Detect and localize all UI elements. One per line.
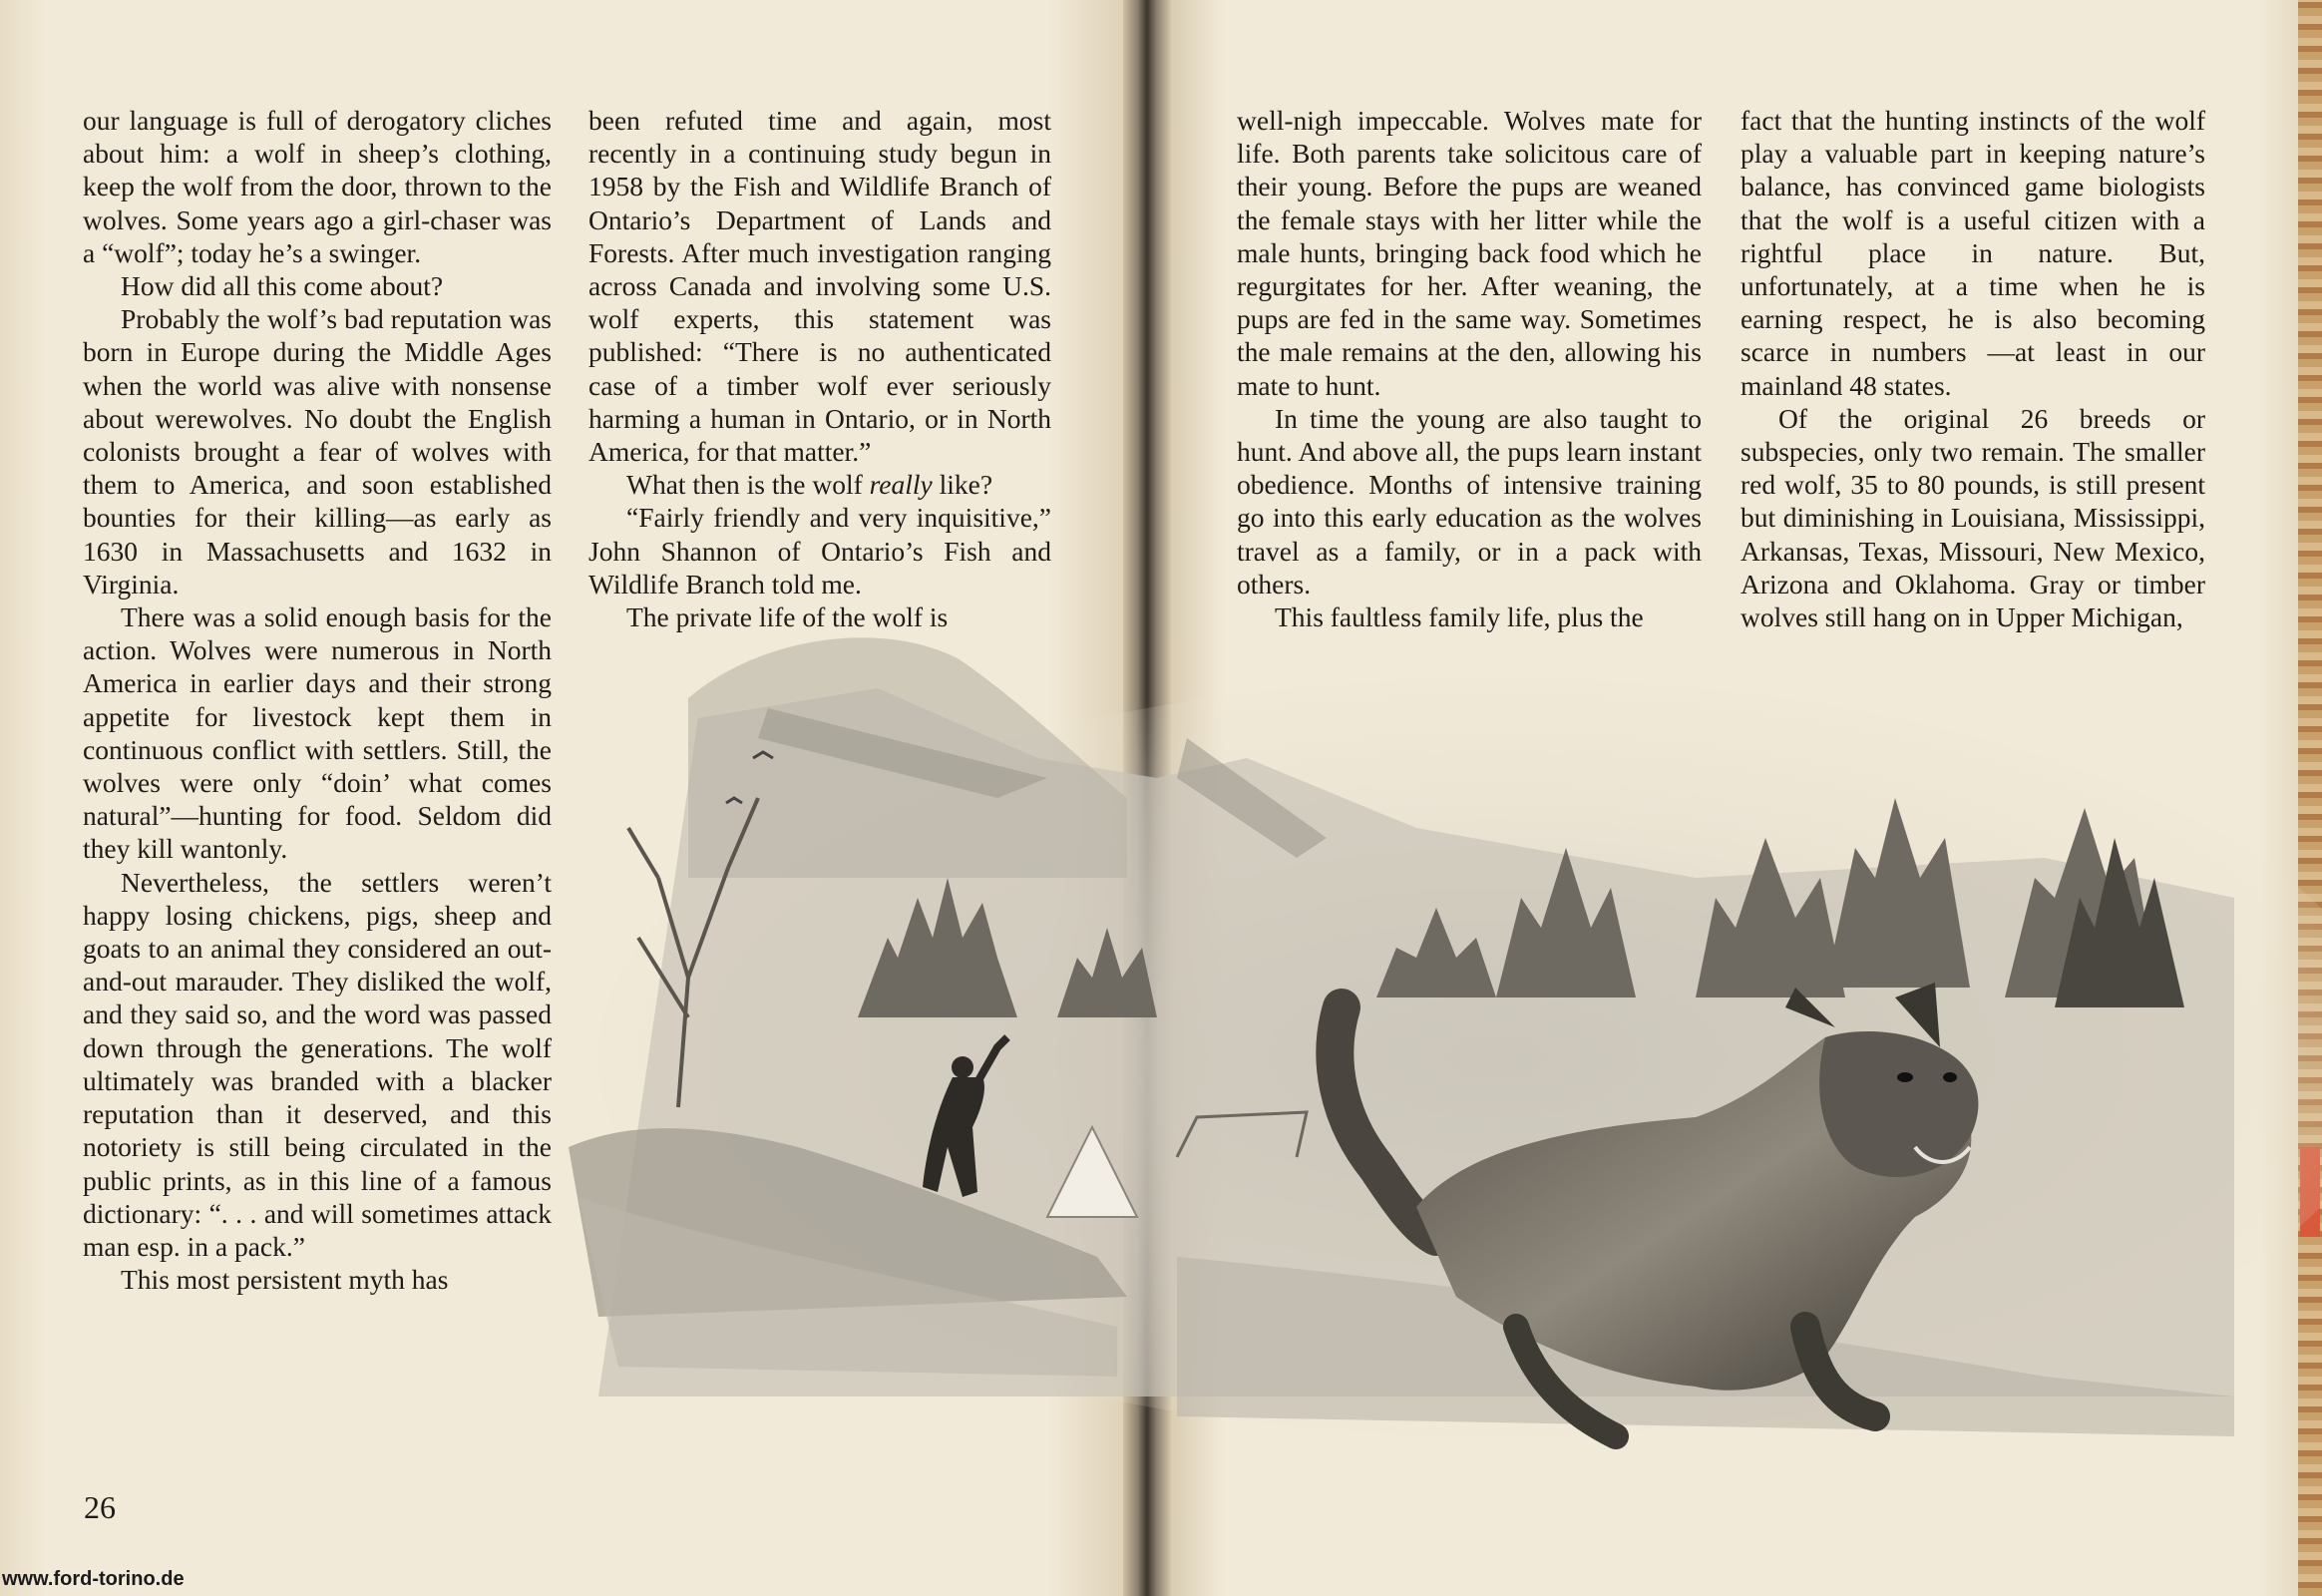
paragraph: Probably the wolf’s bad reputation was born in Europe during the Middle Ages when the world was alive with nonsense about werewolves. No doubt the English colonists brought a fear of wolves with them to America, and soon established bounties for their killing—as early as 1630 in Massachusetts and 1632 in Virginia.: [83, 303, 552, 599]
text-column-4: [1741, 104, 2205, 633]
paragraph: The private life of the wolf is: [626, 601, 949, 633]
paragraph: well-nigh impeccable. Wolves mate for life. Both parents take solicitous care of their young. Before the pups are weaned the female stays with her litter while the male hunts, bringing back food which he regurgitates for her. After weaning, the pups are fed in the same way. Sometimes the male remains at the den, allowing his mate to hunt.: [1237, 105, 1702, 401]
paragraph: This most persistent myth has: [121, 1264, 449, 1296]
paragraph: our language is full of derogatory cliches about him: a wolf in sheep’s clothing, keep the wolf from the door, thrown to the wolves. Some years ago a girl-chaser was a “wolf”; today he’s a swinger.: [83, 105, 552, 268]
paragraph: This faultless family life, plus the: [1275, 601, 1644, 633]
question-lead: What then is the wolf: [626, 469, 870, 501]
paragraph: There was a solid enough basis for the action. Wolves were numerous in North America in earlier days and their strong appetite for livestock kept them in continuous conflict with settlers. Still, the wolves were only “doin’ what comes natural”—hunting for food. Seldom did they kill wantonly.: [83, 601, 552, 865]
text-column-2: [588, 104, 1051, 633]
site-watermark: www.ford-torino.de: [2, 1568, 185, 1590]
page-number: 26: [84, 1489, 116, 1525]
text-column-1: [83, 104, 552, 1296]
paragraph: How did all this come about?: [121, 270, 444, 302]
text-column-3: [1237, 104, 1702, 633]
question-tail: like?: [932, 469, 993, 501]
paragraph: Of the original 26 breeds or subspecies, only two remain. The smaller red wolf, 35 to 80 pounds, is still present but diminishing in Louisiana, Mississippi, Arkansas, Texas, Missouri, New Mexico, Arizona and Oklahoma. Gray or timber wolves still hang on in Upper Michigan,: [1741, 402, 2205, 633]
paragraph: been refuted time and again, most recently in a continuing study begun in 1958 by the Fish and Wildlife Branch of Ontario’s Department of Lands and Forests. After much investigation ranging across Canada and involving some U.S. wolf experts, this statement was published: “There is no authenticated case of a timber wolf ever seriously harming a human in Ontario, or in North America, for that matter.”: [588, 105, 1051, 468]
paragraph: fact that the hunting instincts of the wolf play a valuable part in keeping nature’s balance, has convinced game biologists that the wolf is a useful citizen with a rightful place in nature. But, unfortunately, at a time when he is earning respect, he is also becoming scarce in numbers —at least in our mainland 48 states.: [1741, 105, 2205, 401]
paragraph: In time the young are also taught to hunt. And above all, the pups learn instant obedience. Months of intensive training go into this early education as the wolves travel as a family, or in a pack with others.: [1237, 402, 1702, 599]
emphasis-really: really: [869, 469, 933, 501]
paragraph: [588, 468, 1051, 501]
paragraph: “Fairly friendly and very inquisitive,” John Shannon of Ontario’s Fish and Wildlife Branch told me.: [588, 502, 1051, 599]
paragraph: Nevertheless, the settlers weren’t happy losing chickens, pigs, sheep and goats to an animal they considered an out-and-out marauder. They disliked the wolf, and they said so, and the word was passed down through the generations. The wolf ultimately was branded with a blacker reputation than it deserved, and this notoriety is still being circulated in the public prints, as in this line of a famous dictionary: “. . . and will sometimes attack man esp. in a pack.”: [83, 866, 552, 1262]
